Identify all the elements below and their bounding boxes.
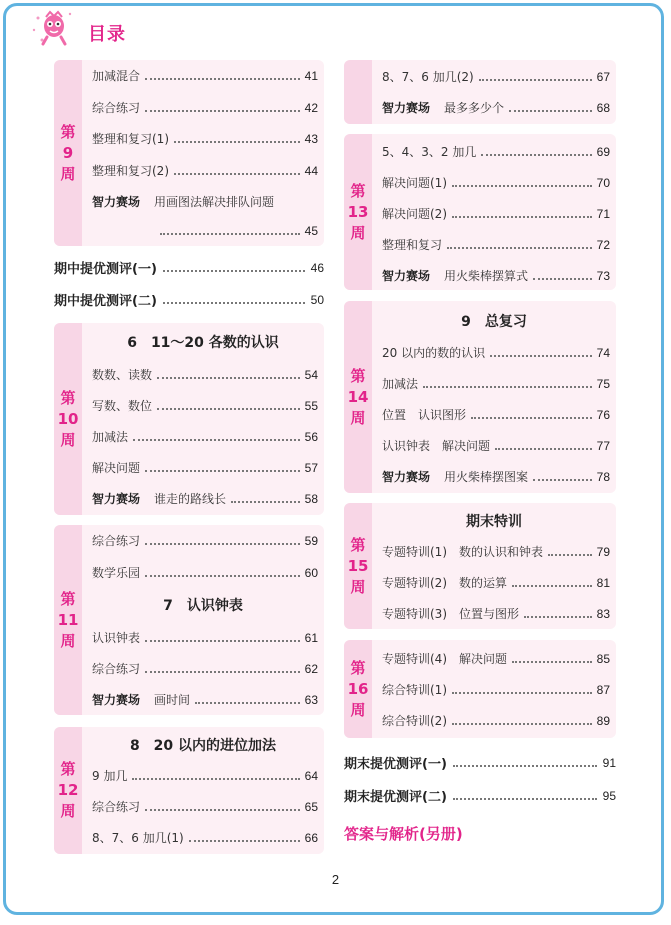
toc-entry[interactable]: 综合练习 59 xyxy=(92,533,318,548)
week-11-label: 第 11 周 xyxy=(54,525,82,715)
contest-entry[interactable]: 智力赛场 用火柴棒摆图案 78 xyxy=(382,469,610,484)
page-title: 目录 xyxy=(88,24,126,45)
week-14-label: 第 14 周 xyxy=(344,301,372,493)
answer-booklet-link[interactable]: 答案与解析(另册) xyxy=(344,825,463,843)
toc-entry[interactable]: 解决问题(1) 70 xyxy=(382,175,610,190)
toc-entry[interactable]: 9 加几 64 xyxy=(92,768,318,783)
toc-entry[interactable]: 加减法 56 xyxy=(92,429,318,444)
toc-entry[interactable]: 认识钟表 61 xyxy=(92,630,318,645)
week-10-label: 第 10 周 xyxy=(54,323,82,515)
contest-entry[interactable]: 智力赛场 谁走的路线长 58 xyxy=(92,491,318,506)
unit-7-title: 7 认识钟表 xyxy=(163,598,243,614)
toc-entry[interactable]: 综合练习 62 xyxy=(92,661,318,676)
contest-entry[interactable]: 智力赛场 最多多少个 68 xyxy=(382,100,610,115)
unit-9-title: 9 总复习 xyxy=(461,314,527,330)
toc-entry[interactable]: 5、4、3、2 加几 69 xyxy=(382,144,610,159)
contest-entry[interactable]: 智力赛场 用画图法解决排队问题 xyxy=(92,195,275,209)
week-9-label: 第 9 周 xyxy=(54,60,82,246)
toc-entry[interactable]: 整理和复习(1) 43 xyxy=(92,131,318,146)
week-12-continued-block xyxy=(344,60,616,124)
toc-entry[interactable]: 数数、读数 54 xyxy=(92,367,318,382)
week-12-label: 第 12 周 xyxy=(54,727,82,854)
week-9-block xyxy=(54,60,324,246)
toc-entry[interactable]: 综合特训(1) 87 xyxy=(382,682,610,697)
week-16-label: 第 16 周 xyxy=(344,640,372,738)
toc-entry[interactable]: 8、7、6 加几(1) 66 xyxy=(92,830,318,845)
toc-entry[interactable]: 综合特训(2) 89 xyxy=(382,713,610,728)
endterm-entry[interactable]: 期末提优测评(一) 91 xyxy=(344,755,616,772)
endterm-entry[interactable]: 期末提优测评(二) 95 xyxy=(344,788,616,805)
toc-entry[interactable]: 整理和复习 72 xyxy=(382,237,610,252)
toc-entry[interactable]: 综合练习 65 xyxy=(92,799,318,814)
toc-entry[interactable]: 8、7、6 加几(2) 67 xyxy=(382,69,610,84)
week-12-block xyxy=(54,727,324,854)
week-13-block xyxy=(344,134,616,290)
week-15-block xyxy=(344,503,616,629)
contest-entry[interactable]: 智力赛场 画时间 63 xyxy=(92,692,318,707)
week-16-block xyxy=(344,640,616,738)
toc-entry[interactable]: 整理和复习(2) 44 xyxy=(92,163,318,178)
week-10-block xyxy=(54,323,324,515)
toc-entry[interactable]: 20 以内的数的认识 74 xyxy=(382,345,610,360)
contest-entry-page[interactable]: 45 xyxy=(160,224,318,238)
toc-entry[interactable]: 数学乐园 60 xyxy=(92,565,318,580)
toc-entry[interactable]: 专题特训(2) 数的运算 81 xyxy=(382,575,610,590)
toc-entry[interactable]: 综合练习 42 xyxy=(92,100,318,115)
toc-entry[interactable]: 解决问题(2) 71 xyxy=(382,206,610,221)
week-12-tab xyxy=(344,60,372,124)
toc-entry[interactable]: 专题特训(3) 位置与图形 83 xyxy=(382,606,610,621)
toc-entry[interactable]: 认识钟表 解决问题 77 xyxy=(382,438,610,453)
toc-entry[interactable]: 专题特训(4) 解决问题 85 xyxy=(382,651,610,666)
unit-6-title: 6 11～20 各数的认识 xyxy=(127,335,279,351)
toc-entry[interactable]: 位置 认识图形 76 xyxy=(382,407,610,422)
mascot-icon xyxy=(30,8,78,48)
week-14-block xyxy=(344,301,616,493)
toc-entry[interactable]: 解决问题 57 xyxy=(92,460,318,475)
toc-entry[interactable]: 加减混合 41 xyxy=(92,68,318,83)
toc-entry[interactable]: 写数、数位 55 xyxy=(92,398,318,413)
midterm-entry[interactable]: 期中提优测评(一) 46 xyxy=(54,260,324,277)
midterm-entry[interactable]: 期中提优测评(二) 50 xyxy=(54,292,324,309)
page-number: 2 xyxy=(331,872,340,887)
toc-entry[interactable]: 专题特训(1) 数的认识和钟表 79 xyxy=(382,544,610,559)
finals-title: 期末特训 xyxy=(466,514,522,530)
toc-entry[interactable]: 加减法 75 xyxy=(382,376,610,391)
week-15-label: 第 15 周 xyxy=(344,503,372,629)
week-11-block xyxy=(54,525,324,715)
contest-entry[interactable]: 智力赛场 用火柴棒摆算式 73 xyxy=(382,268,610,283)
unit-8-title: 8 20 以内的进位加法 xyxy=(129,738,277,754)
week-13-label: 第 13 周 xyxy=(344,134,372,290)
